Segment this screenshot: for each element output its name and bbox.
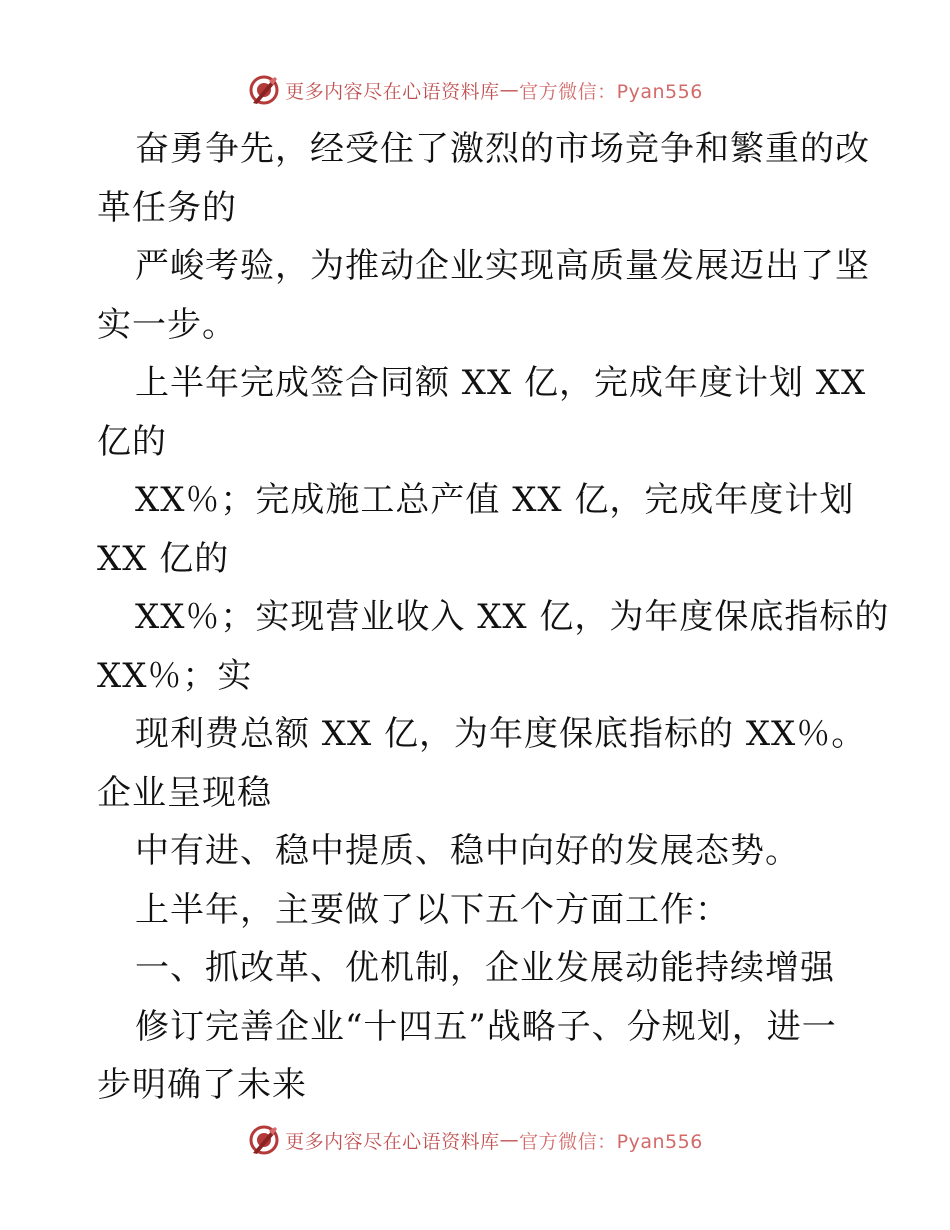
watermark-contact: 官方微信：Pyan556 — [519, 1130, 703, 1153]
text-line: 步明确了未来 — [97, 1065, 307, 1105]
text-line: 中有进、稳中提质、稳中向好的发展态势。 — [135, 831, 800, 871]
watermark-text: 更多内容尽在心语资料库 — [285, 1130, 500, 1153]
text-line: 亿的 — [97, 421, 167, 462]
header-watermark — [0, 70, 950, 110]
feather-seal-icon — [247, 73, 281, 107]
text-line: 企业呈现稳 — [97, 772, 272, 813]
text-line: 修订完善企业“十四五”战略子、分规划，进一 — [135, 1006, 837, 1047]
feather-seal-icon — [247, 1123, 281, 1157]
text-line: 严峻考验，为推动企业实现高质量发展迈出了坚 — [135, 246, 870, 286]
text-line: XX％；实 — [97, 655, 253, 696]
text-line: 实一步。 — [97, 304, 237, 345]
text-line: 一、抓改革、优机制，企业发展动能持续增强 — [135, 948, 835, 988]
text-line: XX 亿的 — [97, 538, 230, 579]
watermark-contact: 官方微信：Pyan556 — [519, 80, 703, 103]
text-line: 上半年完成签合同额 XX 亿，完成年度计划 XX — [135, 363, 867, 403]
text-line: 革任务的 — [97, 187, 237, 228]
footer-watermark — [0, 1120, 950, 1160]
text-line: 现利费总额 XX 亿，为年度保底指标的 XX％。 — [135, 714, 867, 754]
document-body — [97, 120, 890, 1115]
watermark-separator: — — [499, 1129, 520, 1151]
watermark-separator: — — [499, 79, 520, 101]
text-line: XX％；完成施工总产值 XX 亿，完成年度计划 — [135, 480, 855, 520]
text-line: 上半年，主要做了以下五个方面工作： — [135, 889, 730, 930]
watermark-text: 更多内容尽在心语资料库 — [285, 80, 500, 103]
text-line: 奋勇争先，经受住了激烈的市场竞争和繁重的改 — [135, 129, 870, 169]
text-line: XX％；实现营业收入 XX 亿，为年度保底指标的 — [135, 597, 890, 637]
